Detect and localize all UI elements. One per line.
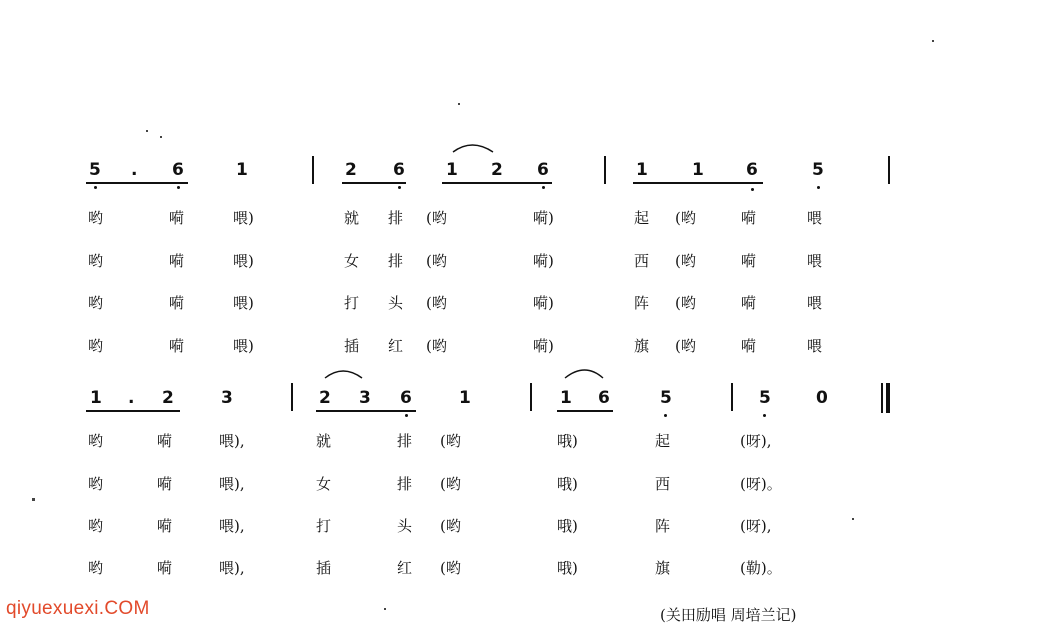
credit-line: (关田励唱 周培兰记) <box>660 606 797 624</box>
lyric: (哟 <box>426 252 447 270</box>
lyric: 嗬 <box>741 252 757 270</box>
lyric: (哟 <box>675 337 696 355</box>
note-dot: . <box>128 388 135 408</box>
note: 5 <box>89 160 101 180</box>
note: 1 <box>560 388 572 408</box>
lyric: 西 <box>634 252 650 270</box>
lyric: 起 <box>634 209 650 227</box>
note: 1 <box>236 160 248 180</box>
lyric: 排 <box>397 475 413 493</box>
lyric: (哟 <box>426 337 447 355</box>
note: 6 <box>746 160 758 180</box>
lyric: 红 <box>397 559 413 577</box>
note: 3 <box>359 388 371 408</box>
lyric: 喂 <box>807 209 823 227</box>
lyric: (呀)。 <box>740 475 782 493</box>
lyric: 哟 <box>88 252 104 270</box>
lyric: 嗬) <box>533 337 554 355</box>
lyric: 插 <box>344 337 360 355</box>
lyric: 哟 <box>88 432 104 450</box>
lyric: 就 <box>344 209 360 227</box>
lyric: 哟 <box>88 559 104 577</box>
lyric: 喂) <box>233 252 254 270</box>
lyric: (哟 <box>440 432 461 450</box>
lyric: 喂), <box>219 559 245 577</box>
lyric: 插 <box>316 559 332 577</box>
note: 1 <box>636 160 648 180</box>
lyric: 哦) <box>557 475 578 493</box>
lyric: 嗬) <box>533 294 554 312</box>
lyric: 排 <box>388 209 404 227</box>
lyric: (哟 <box>675 252 696 270</box>
lyric: 头 <box>388 294 404 312</box>
lyric: 嗬 <box>169 252 185 270</box>
lyric: 排 <box>388 252 404 270</box>
lyric: 嗬 <box>157 475 173 493</box>
lyric: 嗬 <box>741 209 757 227</box>
lyric: (哟 <box>426 209 447 227</box>
scan-speck <box>384 608 386 610</box>
lyric: 哟 <box>88 209 104 227</box>
note: 6 <box>598 388 610 408</box>
lyric: 哟 <box>88 475 104 493</box>
lyric: (勒)。 <box>740 559 782 577</box>
lyric: 哟 <box>88 517 104 535</box>
slur <box>325 371 362 378</box>
lyric: 喂 <box>807 252 823 270</box>
lyric: 旗 <box>655 559 671 577</box>
watermark-logo: qiyuexuexi.COM <box>6 598 150 619</box>
lyric: 西 <box>655 475 671 493</box>
slur <box>453 145 493 152</box>
lyric: (哟 <box>440 559 461 577</box>
lyric: 女 <box>344 252 360 270</box>
lyric: 阵 <box>655 517 671 535</box>
lyric: 嗬 <box>169 209 185 227</box>
lyric: 哟 <box>88 337 104 355</box>
lyric: 就 <box>316 432 332 450</box>
lyric: 喂), <box>219 517 245 535</box>
note: 5 <box>759 388 771 408</box>
note: 6 <box>400 388 412 408</box>
note: 2 <box>345 160 357 180</box>
lyric: 红 <box>388 337 404 355</box>
scan-speck <box>932 40 934 42</box>
lyric: 喂) <box>233 337 254 355</box>
lyric: 哦) <box>557 559 578 577</box>
note: 5 <box>812 160 824 180</box>
lyric: (呀), <box>740 517 772 535</box>
lyric: 嗬) <box>533 209 554 227</box>
lyric: (哟 <box>440 517 461 535</box>
note: 1 <box>90 388 102 408</box>
note: 0 <box>816 388 828 408</box>
note-dot: . <box>131 160 138 180</box>
lyric: 喂), <box>219 432 245 450</box>
lyric: 喂 <box>807 294 823 312</box>
lyric: (哟 <box>675 209 696 227</box>
lyric: 女 <box>316 475 332 493</box>
lyric: 头 <box>397 517 413 535</box>
lyric: 喂) <box>233 209 254 227</box>
note: 3 <box>221 388 233 408</box>
lyric: 嗬 <box>741 294 757 312</box>
note: 6 <box>537 160 549 180</box>
note: 5 <box>660 388 672 408</box>
lyric: (哟 <box>440 475 461 493</box>
note: 1 <box>446 160 458 180</box>
slur <box>565 370 603 378</box>
lyric: 阵 <box>634 294 650 312</box>
lyric: 打 <box>344 294 360 312</box>
note: 1 <box>692 160 704 180</box>
lyric: 喂) <box>233 294 254 312</box>
lyric: (哟 <box>426 294 447 312</box>
lyric: 排 <box>397 432 413 450</box>
note: 6 <box>172 160 184 180</box>
lyric: 喂), <box>219 475 245 493</box>
lyric: 嗬 <box>157 559 173 577</box>
lyric: 嗬 <box>169 294 185 312</box>
lyric: 嗬 <box>741 337 757 355</box>
note: 1 <box>459 388 471 408</box>
scan-speck <box>160 136 162 138</box>
note: 6 <box>393 160 405 180</box>
lyric: 哟 <box>88 294 104 312</box>
lyric: 哦) <box>557 517 578 535</box>
lyric: (呀), <box>740 432 772 450</box>
scan-speck <box>32 498 35 501</box>
lyric: 喂 <box>807 337 823 355</box>
lyric: 嗬 <box>169 337 185 355</box>
lyric: 嗬) <box>533 252 554 270</box>
lyric: 哦) <box>557 432 578 450</box>
scan-speck <box>852 518 854 520</box>
scan-speck <box>458 103 460 105</box>
lyric: 嗬 <box>157 432 173 450</box>
scan-speck <box>146 130 148 132</box>
lyric: (哟 <box>675 294 696 312</box>
note: 2 <box>319 388 331 408</box>
lyric: 旗 <box>634 337 650 355</box>
lyric: 起 <box>655 432 671 450</box>
lyric: 嗬 <box>157 517 173 535</box>
note: 2 <box>162 388 174 408</box>
lyric: 打 <box>316 517 332 535</box>
note: 2 <box>491 160 503 180</box>
